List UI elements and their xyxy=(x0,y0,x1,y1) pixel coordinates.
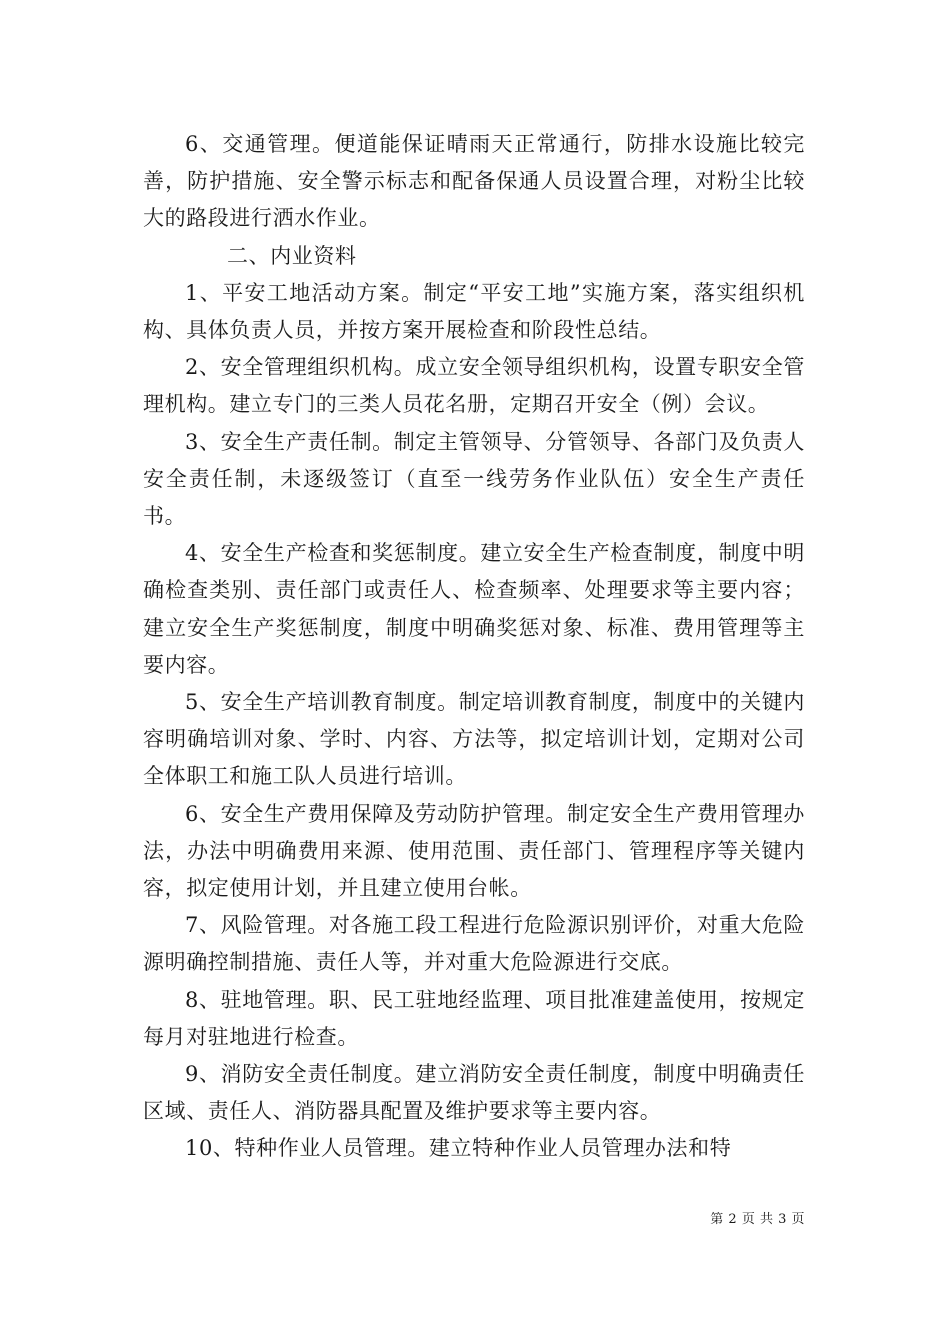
paragraph-camp-management: 8、驻地管理。职、民工驻地经监理、项目批准建盖使用，按规定每月对驻地进行检查。 xyxy=(143,987,805,1049)
section-heading-internal-records: 二、内业资料 xyxy=(227,243,357,268)
paragraph-inspection-rewards: 4、安全生产检查和奖惩制度。建立安全生产检查制度，制度中明确检查类别、责任部门或责任人、检查频率、处理要求等主要内容；建立安全生产奖惩制度，制度中明确奖惩对象、标准、费用管理等主要内容。 xyxy=(143,541,805,677)
paragraph-safe-site-plan: 1、平安工地活动方案。制定“平安工地”实施方案，落实组织机构、具体负责人员，并按方案开展检查和阶段性总结。 xyxy=(143,280,805,343)
page-number-footer: 第 2 页 共 3 页 xyxy=(710,1212,805,1227)
paragraph-safety-organization: 2、安全管理组织机构。成立安全领导组织机构，设置专职安全管理机构。建立专门的三类人员花名册，定期召开安全（例）会议。 xyxy=(143,355,805,417)
paragraph-training-education: 5、安全生产培训教育制度。制定培训教育制度，制度中的关键内容明确培训对象、学时、内容、方法等，拟定培训计划，定期对公司全体职工和施工队人员进行培训。 xyxy=(143,690,805,789)
paragraph-responsibility-system: 3、安全生产责任制。制定主管领导、分管领导、各部门及负责人安全责任制，未逐级签订（直至一线劳务作业队伍）安全生产责任书。 xyxy=(143,429,805,529)
paragraph-risk-management: 7、风险管理。对各施工段工程进行危险源识别评价，对重大危险源明确控制措施、责任人等，并对重大危险源进行交底。 xyxy=(143,913,805,975)
paragraph-traffic-management: 6、交通管理。便道能保证晴雨天正常通行，防排水设施比较完善，防护措施、安全警示标志和配备保通人员设置合理，对粉尘比较大的路段进行洒水作业。 xyxy=(143,132,805,231)
document-body xyxy=(143,126,805,1168)
paragraph-fire-safety: 9、消防安全责任制度。建立消防安全责任制度，制度中明确责任区域、责任人、消防器具配置及维护要求等主要内容。 xyxy=(143,1062,805,1124)
paragraph-cost-protection: 6、安全生产费用保障及劳动防护管理。制定安全生产费用管理办法，办法中明确费用来源、使用范围、责任部门、管理程序等关键内容，拟定使用计划，并且建立使用台帐。 xyxy=(143,801,805,901)
paragraph-special-operators: 10、特种作业人员管理。建立特种作业人员管理办法和特 xyxy=(185,1136,732,1161)
